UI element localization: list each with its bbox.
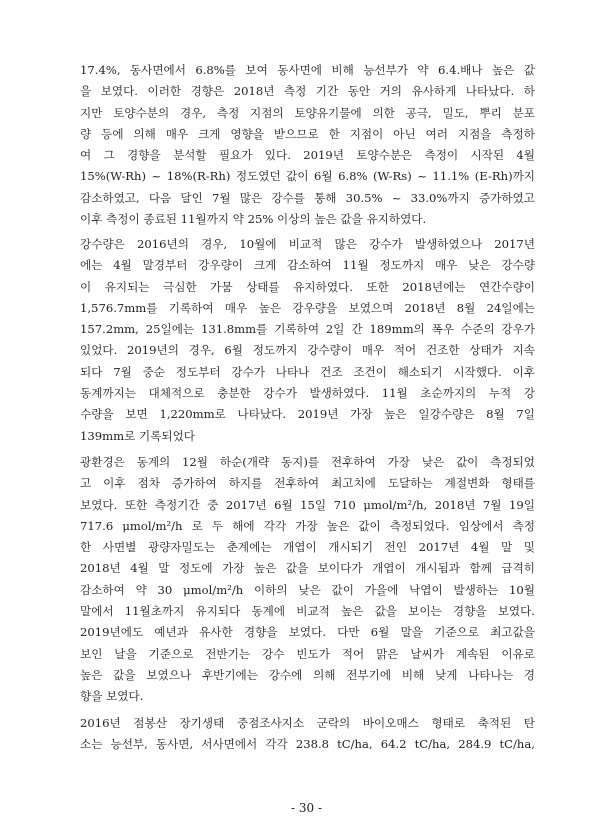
- text-line: 여 그 경향을 분석할 필요가 있다. 2019년 토양수분은 측정이 시작된 4월: [80, 148, 535, 163]
- paragraph-soil-moisture: [80, 60, 535, 230]
- page-number: - 30 -: [290, 801, 322, 815]
- text-line: 1,576.7mm를 기록하여 매우 높은 강우량을 보였으며 2018년 8월 24일에는: [80, 300, 535, 315]
- paragraph-carbon-biomass: [80, 713, 535, 756]
- text-line: 지만 토양수분의 경우, 측정 지점의 토양유기물에 의한 공극, 밀도, 뿌리 분포: [80, 105, 535, 120]
- paragraph-light-environment: [80, 452, 535, 708]
- text-line: 2019년에도 예년과 유사한 경향을 보였다. 다만 6월 말을 기준으로 최고값을: [80, 625, 535, 640]
- text-line: 이후 측정이 종료된 11월까지 약 25% 이상의 높은 값을 유지하였다.: [80, 212, 427, 227]
- paragraph-precipitation: [80, 234, 535, 447]
- text-line: 2016년 점봉산 장기생태 중점조사지소 군락의 바이오매스 형태로 축적된 탄: [80, 716, 535, 730]
- text-line: 수량을 보면 1,220mm로 나타났다. 2019년 가장 높은 일강수량은 8월 7일: [80, 407, 535, 422]
- text-line: 강수량은 2016년의 경우, 10월에 비교적 많은 강수가 발생하였으나 2017년: [80, 237, 535, 251]
- text-line: 고 이후 점차 증가하여 하지를 전후하여 최고치에 도달하는 계절변화 형태를: [80, 476, 535, 491]
- text-line: 말에서 11월초까지 유지되다 동계에 비교적 높은 값을 보이는 경향을 보였다.: [80, 604, 535, 619]
- text-line: 157.2mm, 25일에는 131.8mm를 기록하여 2일 간 189mm의 폭우 수준의 강우가: [80, 322, 535, 337]
- text-line: 을 보였다. 이러한 경향은 2018년 측정 기간 동안 거의 유사하게 나타났다. 하: [80, 84, 535, 99]
- text-line: 보였다. 또한 측정기간 중 2017년 6월 15일 710 μmol/m²/h, 2018년 7월 19일: [80, 497, 535, 512]
- text-line: 향을 보였다.: [80, 689, 144, 704]
- text-line: 광환경은 동계의 12월 하순(개략 동지)를 전후하여 가장 낮은 값이 측정되었: [80, 455, 535, 469]
- text-line: 있었다. 2019년의 경우, 6월 정도까지 강수량이 매우 적어 건조한 상태가 지속: [80, 343, 535, 358]
- text-line: 동계까지는 대체적으로 충분한 강수가 발생하였다. 11월 초순까지의 누적 강: [80, 386, 535, 401]
- text-line: 에는 4월 말경부터 강우량이 크게 감소하여 11월 정도까지 매우 낮은 강수량: [80, 258, 535, 273]
- text-line: 한 사면별 광량자밀도는 춘계에는 개엽이 개시되기 전인 2017년 4월 말 및: [80, 540, 535, 555]
- text-line: 소는 능선부, 동사면, 서사면에서 각각 238.8 tC/ha, 64.2 tC/ha, 284.9 tC/ha,: [80, 737, 535, 752]
- text-line: 15%(W-Rh) ~ 18%(R-Rh) 정도였던 값이 6월 6.8% (W-Rs) ~ 11.1% (E-Rh)까지: [80, 169, 535, 184]
- text-line: 되다 7월 중순 정도부터 강수가 나타나 건조 조건이 해소되기 시작했다. 이후: [80, 364, 535, 379]
- text-line: 감소하였고, 다음 달인 7월 많은 강수를 통해 30.5% ~ 33.0%까지 증가하였고: [80, 190, 535, 205]
- text-line: 높은 값을 보였으나 후반기에는 강수에 의해 전부기에 비해 낮게 나타나는 경: [80, 667, 535, 682]
- text-line: 감소하여 약 30 μmol/m²/h 이하의 낮은 값이 가을에 낙엽이 발생하는 10월: [80, 582, 535, 597]
- text-line: 보인 날을 기준으로 전반기는 강수 빈도가 적어 맑은 날씨가 계속된 이유로: [80, 646, 535, 661]
- text-line: 량 등에 의해 매우 크게 영향을 받으므로 한 지점이 아닌 여러 지점을 측정하: [80, 126, 535, 141]
- text-line: 717.6 μmol/m²/h 로 두 해에 각각 가장 높은 값이 측정되었다. 임상에서 측정: [80, 518, 535, 533]
- text-line: 2018년 4월 말 정도에 가장 높은 값을 보이다가 개엽이 개시됨과 함께 급격히: [80, 561, 535, 576]
- text-line: 이 유지되는 극심한 가뭄 상태를 유지하였다. 또한 2018년에는 연간수량이: [80, 279, 535, 294]
- text-line: 139mm로 기록되었다: [80, 428, 195, 443]
- text-line: 17.4%, 동사면에서 6.8%를 보여 동사면에 비해 능선부가 약 6.4.배나 높은 값: [80, 63, 535, 77]
